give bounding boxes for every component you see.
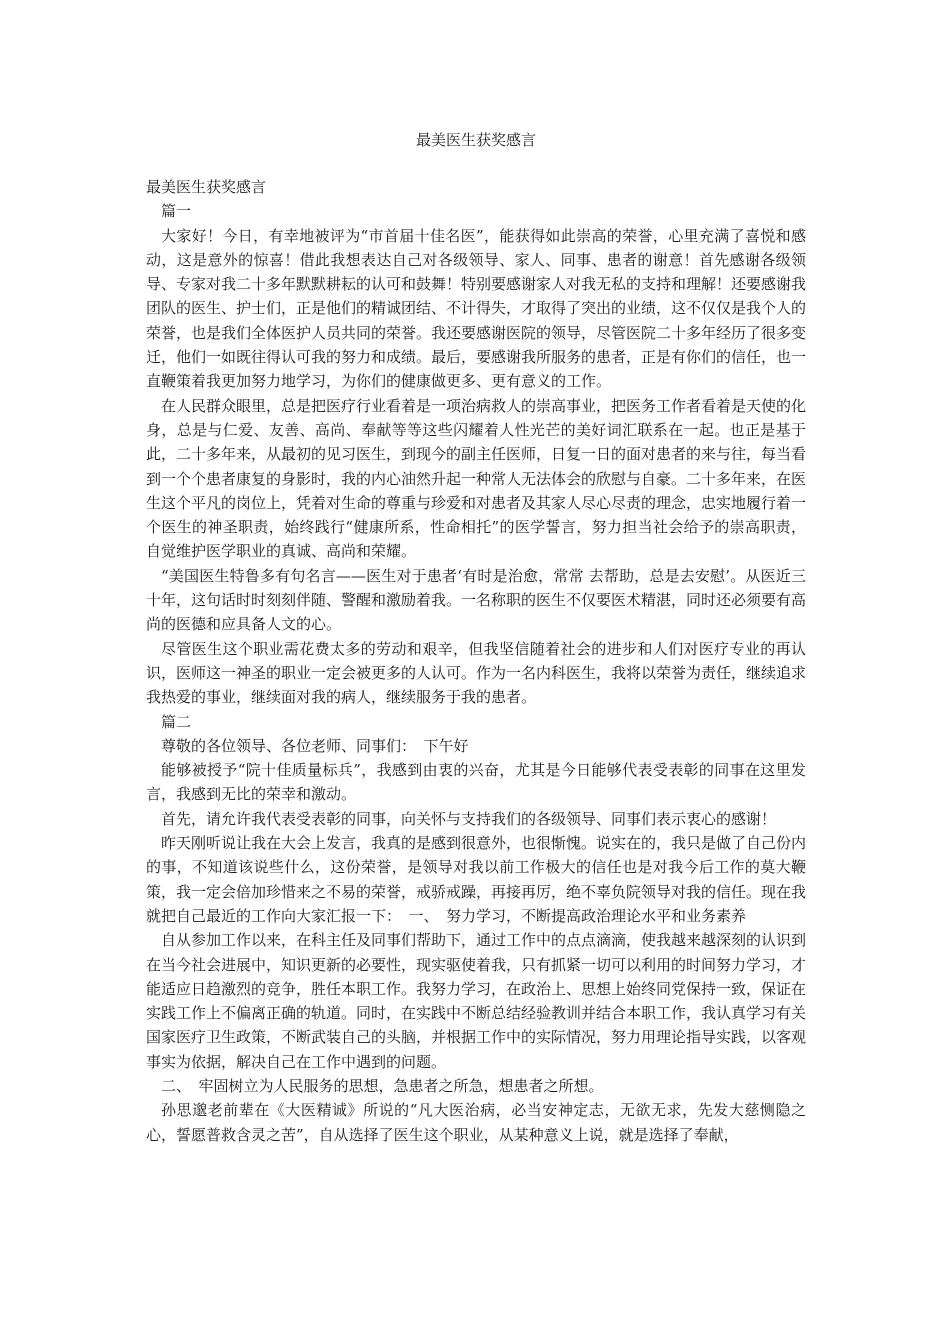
paragraph: 大家好！今日，有幸地被评为“市首届十佳名医”，能获得如此崇高的荣誉，心里充满了喜悦和感动，这是意外的惊喜！借此我想表达自己对各级领导、家人、同事、患者的谢意！首先感谢各级领导、专家对我二十多年默默耕耘的认可和鼓舞！特别要感谢家人对我无私的支持和理解！还要感谢我团队的医生、护士们，正是他们的精诚团结、不计得失，才取得了突出的业绩，这不仅仅是我个人的荣誉，也是我们全体医护人员共同的荣誉。我还要感谢医院的领导，尽管医院二十多年经历了很多变迁，他们一如既往得认可我的努力和成绩。最后，要感谢我所服务的患者，正是有你们的信任，也一直鞭策着我更加努力地学习，为你们的健康做更多、更有意义的工作。 [146, 226, 807, 391]
paragraph: 篇一 [161, 202, 192, 221]
paragraph: 篇二 [161, 712, 192, 731]
paragraph: 二、 牢固树立为人民服务的思想，急患者之所急，想患者之所想。 [161, 1076, 604, 1095]
paragraph: 尽管医生这个职业需花费太多的劳动和艰辛，但我坚信随着社会的进步和人们对医疗专业的再认识，医师这一神圣的职业一定会被更多的人认可。作为一名内科医生，我将以荣誉为责任，继续追求我热爱的事业，继续面对我的病人，继续服务于我的患者。 [146, 639, 807, 707]
paragraph: 能够被授予“院十佳质量标兵”，我感到由衷的兴奋，尤其是今日能够代表受表彰的同事在这里发言，我感到无比的荣幸和激动。 [146, 761, 806, 804]
document-body [146, 175, 806, 1147]
paragraph: 首先，请允许我代表受表彰的同事，向关怀与支持我们的各级领导、同事们表示衷心的感谢！ [161, 809, 777, 828]
paragraph: 昨天刚听说让我在大会上发言，我真的是感到很意外，也很惭愧。说实在的，我只是做了自己份内的事，不知道该说些什么，这份荣誉，是领导对我以前工作极大的信任也是对我今后工作的莫大鞭策，我一定会倍加珍惜来之不易的荣誉，戒骄戒躁，再接再厉，绝不辜负院领导对我的信任。现在我就把自己最近的工作向大家汇报一下： 一、 努力学习，不断提高政治理论水平和业务素养 [146, 834, 807, 925]
paragraph: 尊敬的各位领导、各位老师、同事们： 下午好 [161, 736, 469, 755]
document-title: 最美医生获奖感言 [415, 131, 536, 149]
paragraph: “美国医生特鲁多有句名言——医生对于患者‘有时是治愈，常常 去帮助，总是去安慰’。从医近三十年，这句话时时刻刻伴随、警醒和激励着我。一名称职的医生不仅要医术精湛，同时还必须要有高尚的医德和应具备人文的心。 [146, 566, 807, 634]
paragraph: 在人民群众眼里，总是把医疗行业看着是一项治病救人的崇高事业，把医务工作者看着是天使的化身，总是与仁爱、友善、高尚、奉献等等这些闪耀着人性光芒的美好词汇联系在一起。也正是基于此，二十多年来，从最初的见习医生，到现今的副主任医师，日复一日的面对患者的来与往，每当看到一个个患者康复的身影时，我的内心油然升起一种常人无法体会的欣慰与自豪。二十多年来，在医生这个平凡的岗位上，凭着对生命的尊重与珍爱和对患者及其家人尽心尽责的理念，忠实地履行着一个医生的神圣职责，始终践行“健康所系，性命相托”的医学誓言，努力担当社会给予的崇高职责，自觉维护医学职业的真诚、高尚和荣耀。 [146, 396, 807, 561]
paragraph: 孙思邈老前辈在《大医精诚》所说的“凡大医治病，必当安神定志，无欲无求，先发大慈恻隐之心，誓愿普救含灵之苦”，自从选择了医生这个职业，从某种意义上说，就是选择了奉献， [146, 1101, 806, 1144]
document-subtitle: 最美医生获奖感言 [146, 178, 267, 196]
paragraph: 自从参加工作以来，在科主任及同事们帮助下，通过工作中的点点滴滴，使我越来越深刻的认识到在当今社会进展中，知识更新的必要性，现实驱使着我，只有抓紧一切可以利用的时间努力学习，才能适应日趋激烈的竞争，胜任本职工作。我努力学习，在政治上、思想上始终同党保持一致，保证在实践工作上不偏离正确的轨道。同时，在实践中不断总结经验教训并结合本职工作，我认真学习有关国家医疗卫生政策，不断武装自己的头脑，并根据工作中的实际情况，努力用理论指导实践，以客观事实为依据，解决自己在工作中遇到的问题。 [146, 931, 807, 1071]
